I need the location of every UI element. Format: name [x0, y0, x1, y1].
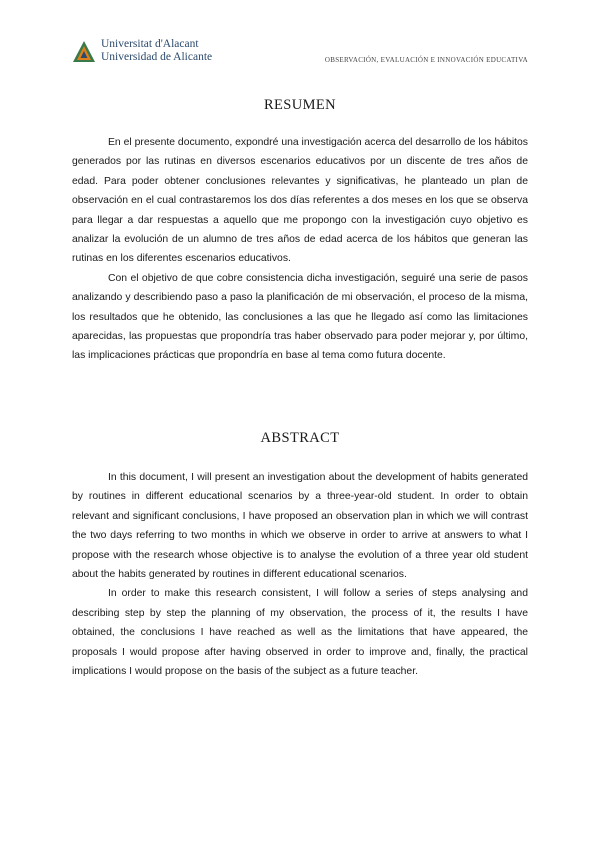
running-head: OBSERVACIÓN, EVALUACIÓN E INNOVACIÓN EDUCATIVA: [324, 56, 528, 64]
resumen-paragraph-2: Con el objetivo de que cobre consistencia dicha investigación, seguiré una serie de pasos analizando y describiendo paso a paso la planificación de mi observación, el proceso de la misma, los resultados que he obtenido, las conclusiones a las que he llegado así como las limitaciones aparecidas, las propuestas que propondría tras haber observado para poder mejorar y, por último, las implicaciones prácticas que propondría en base al tema como futura docente.: [72, 272, 528, 362]
abstract-body: [72, 468, 528, 681]
resumen-title: RESUMEN: [263, 97, 337, 113]
page-header: [72, 36, 528, 72]
abstract-paragraph-2: In order to make this research consistent, I will follow a series of steps analysing and describing step by step the planning of my observation, the process of it, the results I have obtained, the conclusions I have reached as well as the limitations that have appeared, the proposals I would propose after having observed in order to improve and, finally, the practical implications I would propose on the basis of the subject as a future teacher.: [72, 588, 528, 678]
logo-text: [101, 38, 212, 64]
university-triangle-icon: [72, 40, 96, 64]
resumen-paragraph-1: En el presente documento, expondré una investigación acerca del desarrollo de los hábitos generados por las rutinas en diversos escenarios educativos por un discente de tres años de edad. Para poder obtener conclusiones relevantes y significativas, he planteado un plan de observación en el cual contrastaremos los dos días referentes a dos meses en los que se observa para llegar a dar respuestas a aquello que me propongo con la investigación cuyo objetivo es analizar la evolución de un alumno de tres años de edad acerca de los hábitos que generan las rutinas en los diferentes escenarios educativos.: [72, 137, 528, 265]
resumen-body: [72, 133, 528, 366]
abstract-title: ABSTRACT: [260, 430, 340, 446]
university-logo: [72, 38, 242, 68]
logo-line-2: Universidad de Alicante: [101, 51, 213, 63]
logo-line-1: Universitat d'Alacant: [101, 38, 199, 50]
abstract-paragraph-1: In this document, I will present an investigation about the development of habits generated by routines in different educational scenarios by a three-year-old student. In order to obtain relevant and significant conclusions, I have proposed an observation plan in which we will contrast the two days referring to two months in which we observe in order to arrive at answers to what I propose with the research whose objective is to analyse the evolution of a three year old student about the habits generated by routines in different educational scenarios.: [72, 472, 528, 581]
